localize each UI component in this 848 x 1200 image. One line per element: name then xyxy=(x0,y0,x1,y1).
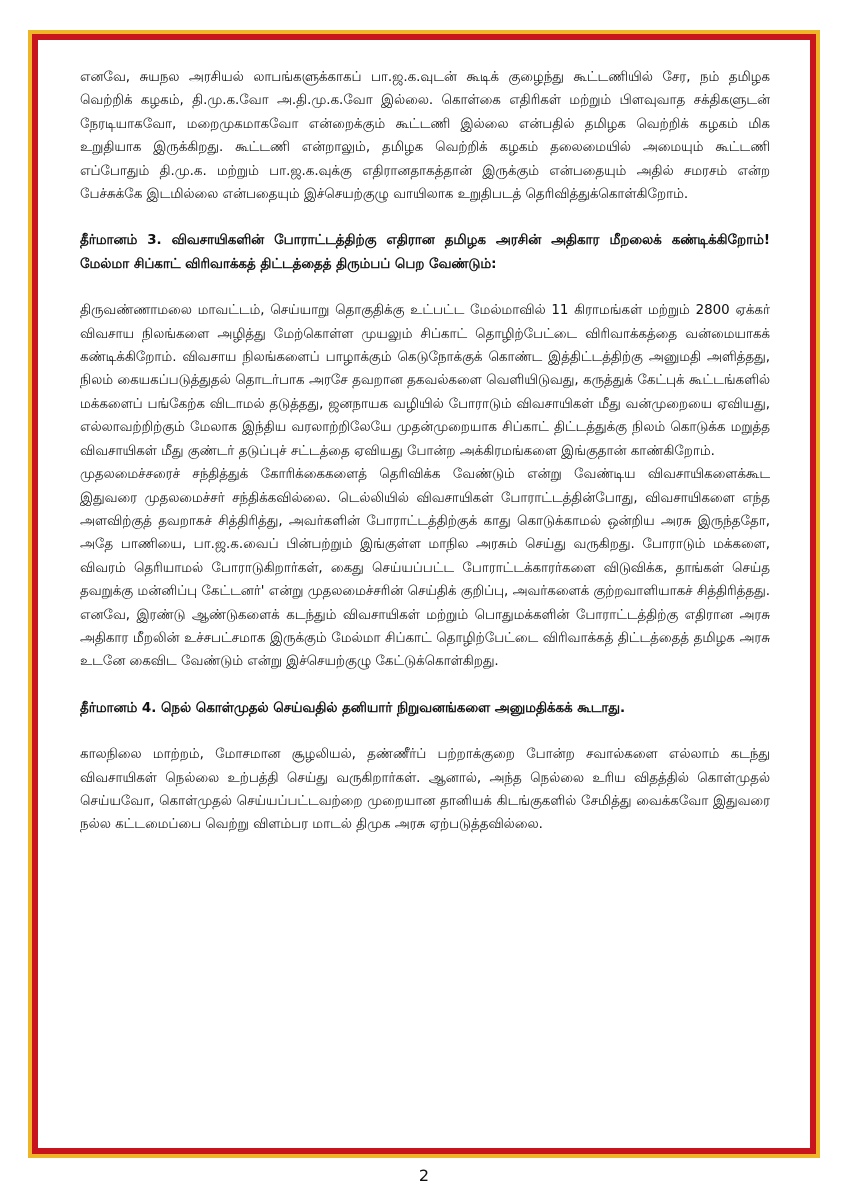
paragraph-spacer xyxy=(80,720,770,743)
paragraph-spacer xyxy=(80,674,770,697)
paragraph-spacer xyxy=(80,206,770,229)
resolution-3-paragraph-cm: முதலமைச்சரைச் சந்தித்துக் கோரிக்கைகளைத் தெரிவிக்க வேண்டும் என்று வேண்டிய விவசாயிகளைக்கூட இதுவரை முதலமைச்சர் சந்திக்கவில்லை. டெல்லியில் விவசாயிகள் போராட்டத்தின்போது, விவசாயிகளை எந்த அளவிற்குத் தவறாகச் சித்திரித்து, அவர்களின் போராட்டத்திற்குக் காது கொடுக்காமல் ஒன்றிய அரசு இருந்ததோ, அதே பாணியை, பா.ஜ.க.வைப் பின்பற்றும் இங்குள்ள மாநில அரசும் செய்து வருகிறது. போராடும் மக்களை, விவரம் தெரியாமல் போராடுகிறார்கள், கைது செய்யப்பட்ட போராட்டக்காரர்களை விடுவிக்க, தாங்கள் செய்த தவறுக்கு மன்னிப்பு கேட்டனர்' என்று முதலமைச்சரின் செய்திக் குறிப்பு, அவர்களைக் குற்றவாளியாகச் சித்திரித்தது. எனவே, இரண்டு ஆண்டுகளைக் கடந்தும் விவசாயிகள் மற்றும் பொதுமக்களின் போராட்டத்திற்கு எதிரான அரசு அதிகார மீறலின் உச்சபட்சமாக இருக்கும் மேல்மா சிப்காட் தொழிற்பேட்டை விரிவாக்கத் திட்டத்தைத் தமிழக அரசு உடனே கைவிட வேண்டும் என்று இச்செயற்குழு கேட்டுக்கொள்கிறது. xyxy=(80,467,770,670)
page-number: 2 xyxy=(418,1166,430,1185)
resolution-4-paragraph-paddy: காலநிலை மாற்றம், மோசமான சூழலியல், தண்ணீர்ப் பற்றாக்குறை போன்ற சவால்களை எல்லாம் கடந்து விவசாயிகள் நெல்லை உற்பத்தி செய்து வருகிறார்கள். ஆனால், அந்த நெல்லை உரிய விதத்தில் கொள்முதல் செய்யவோ, கொள்முதல் செய்யப்பட்டவற்றை முறையான தானியக் கிடங்குகளில் சேமித்து வைக்கவோ இதுவரை நல்ல கட்டமைப்பை வெற்று விளம்பர மாடல் திமுக அரசு ஏற்படுத்தவில்லை. xyxy=(80,747,770,833)
paragraph-spacer xyxy=(80,276,770,299)
page-border-frame xyxy=(32,34,816,1154)
paragraph-alliance-stance: எனவே, சுயநல அரசியல் லாபங்களுக்காகப் பா.ஜ.க.வுடன் கூடிக் குழைந்து கூட்டணியில் சேர, நம் தமிழக வெற்றிக் கழகம், தி.மு.க.வோ அ.தி.மு.க.வோ இல்லை. கொள்கை எதிரிகள் மற்றும் பிளவுவாத சக்திகளுடன் நேரடியாகவோ, மறைமுகமாகவோ என்றைக்கும் கூட்டணி இல்லை என்பதில் தமிழக வெற்றிக் கழகம் மிக உறுதியாக இருக்கிறது. கூட்டணி என்றாலும், தமிழக வெற்றிக் கழகம் தலைமையில் அமையும் கூட்டணி எப்போதும் தி.மு.க. மற்றும் பா.ஜ.க.வுக்கு எதிரானதாகத்தான் இருக்கும் என்பதையும் அதில் சமரசம் என்ற பேச்சுக்கே இடமில்லை என்பதையும் இச்செயற்குழு வாயிலாக உறுதிபடத் தெரிவித்துக்கொள்கிறோம். xyxy=(80,70,770,203)
document-body xyxy=(80,66,770,837)
resolution-3-heading: தீர்மானம் 3. விவசாயிகளின் போராட்டத்திற்கு எதிரான தமிழக அரசின் அதிகார மீறலைக் கண்டிக்கிறோம்! மேல்மா சிப்காட் விரிவாக்கத் திட்டத்தைத் திரும்பப் பெற வேண்டும்: xyxy=(80,233,770,272)
resolution-4-heading: தீர்மானம் 4. நெல் கொள்முதல் செய்வதில் தனியார் நிறுவனங்களை அனுமதிக்கக் கூடாது. xyxy=(80,700,626,716)
resolution-3-paragraph-sipcot: திருவண்ணாமலை மாவட்டம், செய்யாறு தொகுதிக்கு உட்பட்ட மேல்மாவில் 11 கிராமங்கள் மற்றும் 2800 ஏக்கர் விவசாய நிலங்களை அழித்து மேற்கொள்ள முயலும் சிப்காட் தொழிற்பேட்டை விரிவாக்கத்தை வன்மையாகக் கண்டிக்கிறோம். விவசாய நிலங்களைப் பாழாக்கும் கெடுநோக்குக் கொண்ட இத்திட்டத்திற்கு அனுமதி அளித்தது, நிலம் கையகப்படுத்துதல் தொடர்பாக அரசே தவறான தகவல்களை வெளியிடுவது, கருத்துக் கேட்புக் கூட்டங்களில் மக்களைப் பங்கேற்க விடாமல் தடுத்தது, ஜனநாயக வழியில் போராடும் விவசாயிகள் மீது வன்முறையை ஏவியது, எல்லாவற்றிற்கும் மேலாக இந்திய வரலாற்றிலேயே முதன்முறையாக சிப்காட் திட்டத்துக்கு நிலம் கொடுக்க மறுத்த விவசாயிகள் மீது குண்டர் தடுப்புச் சட்டத்தை ஏவியது போன்ற அக்கிரமங்களை இங்குதான் காண்கிறோம். xyxy=(80,303,770,459)
